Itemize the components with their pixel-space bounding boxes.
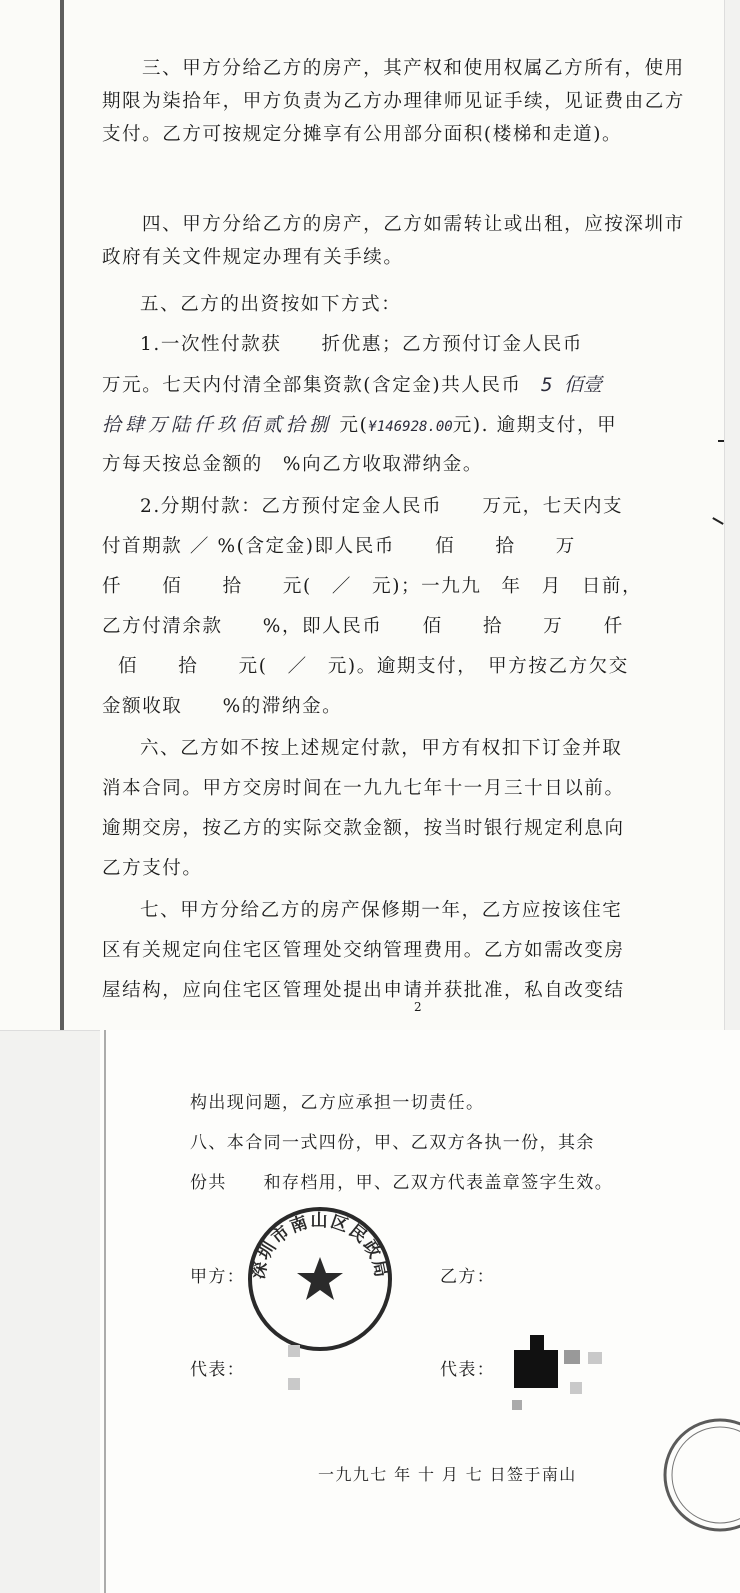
- redaction-pixel: [512, 1400, 522, 1410]
- clause-3: 三、甲方分给乙方的房产，其产权和使用权属乙方所有，使用期限为柒拾年，甲方负责为乙方办理律师见证手续，见证费由乙方支付。乙方可按规定分摊享有公用部分面积(楼梯和走道)。: [102, 58, 685, 145]
- clause-7-line-3: 屋结构，应向住宅区管理处提出申请并获批准，私自改变结: [102, 980, 625, 1001]
- scan-mark: [712, 517, 723, 525]
- item-1-line-2-text: 万元。七天内付清全部集资款(含定金)共人民币: [102, 375, 522, 396]
- redaction-pixel: [288, 1345, 300, 1357]
- clause-7-line-2: 区有关规定向住宅区管理处交纳管理费用。乙方如需改变房: [102, 940, 625, 961]
- clause-6-line-3: 逾期交房，按乙方的实际交款金额，按当时银行规定利息向: [102, 818, 625, 839]
- partial-seal: [660, 1415, 740, 1535]
- item-1-line-3: [102, 410, 617, 437]
- redaction-pixel: [564, 1350, 580, 1364]
- item-1-line-4: 方每天按总金额的 %向乙方收取滞纳金。: [102, 454, 483, 475]
- item-1-line-3-rest: 元). 逾期支付，甲: [452, 415, 618, 436]
- item-2-line-2: 付首期款 ／ %(含定金)即人民币 佰 拾 万: [102, 536, 576, 557]
- signing-date: 一九九七 年 十 月 七 日签于南山: [318, 1465, 577, 1484]
- item-2-line-3: 仟 佰 拾 元( ／ 元)；一九九 年 月 日前，: [102, 576, 643, 597]
- rep-b-label: 代表：: [440, 1360, 496, 1380]
- redaction-pixel: [570, 1382, 582, 1394]
- party-a-label: 甲方：: [190, 1267, 246, 1287]
- handwritten-amount-1: 5 佰壹: [541, 374, 603, 396]
- item-1-line-2: [102, 370, 602, 397]
- handwritten-amount-2: 拾肆万陆仟玖佰贰拾捌: [102, 414, 333, 436]
- handwritten-amount-figure: ¥146928.00: [368, 419, 453, 435]
- item-2-line-5: 佰 拾 元( ／ 元)。逾期支付， 甲方按乙方欠交: [118, 656, 629, 677]
- seal-star-icon: [297, 1257, 343, 1300]
- item-1-line-1: 1.一次性付款获 折优惠；乙方预付订金人民币: [140, 334, 583, 355]
- clause-8-line-2: 份共 和存档用，甲、乙双方代表盖章签字生效。: [190, 1173, 614, 1193]
- rep-a-label: 代表：: [190, 1360, 246, 1380]
- clause-7-line-1: 七、甲方分给乙方的房产保修期一年，乙方应按该住宅: [140, 900, 623, 921]
- scan-mark: [718, 440, 724, 442]
- redaction-block: [514, 1350, 558, 1388]
- item-1-yuan-open: 元(: [339, 415, 369, 436]
- contract-page-2: [100, 1030, 740, 1593]
- seal-text: 深圳市南山区民政局: [248, 1211, 392, 1281]
- clause-6-line-2: 消本合同。甲方交房时间在一九九七年十一月三十日以前。: [102, 778, 625, 799]
- clause-5-title: 五、乙方的出资按如下方式：: [140, 294, 402, 315]
- official-seal: [246, 1205, 394, 1353]
- item-2-line-4: 乙方付清余款 %，即人民币 佰 拾 万 仟: [102, 616, 624, 637]
- redaction-pixel: [588, 1352, 602, 1364]
- binding-line: [104, 1030, 106, 1593]
- clause-6-line-4: 乙方支付。: [102, 858, 203, 879]
- clause-6-line-1: 六、乙方如不按上述规定付款，甲方有权扣下订金并取: [140, 738, 623, 759]
- binding-line: [60, 0, 64, 1030]
- party-b-label: 乙方：: [440, 1267, 496, 1287]
- item-2-line-1: 2.分期付款：乙方预付定金人民币 万元，七天内支: [140, 496, 624, 517]
- clause-7-continued: 构出现问题，乙方应承担一切责任。: [190, 1093, 485, 1113]
- clause-8-line-1: 八、本合同一式四份，甲、乙双方各执一份，其余: [190, 1133, 595, 1153]
- item-2-line-6: 金额收取 %的滞纳金。: [102, 696, 343, 717]
- page-number: 2: [414, 1000, 422, 1014]
- redaction-block: [530, 1335, 544, 1351]
- clause-4: 四、甲方分给乙方的房产，乙方如需转让或出租，应按深圳市政府有关文件规定办理有关手续。: [102, 214, 685, 268]
- redaction-pixel: [288, 1378, 300, 1390]
